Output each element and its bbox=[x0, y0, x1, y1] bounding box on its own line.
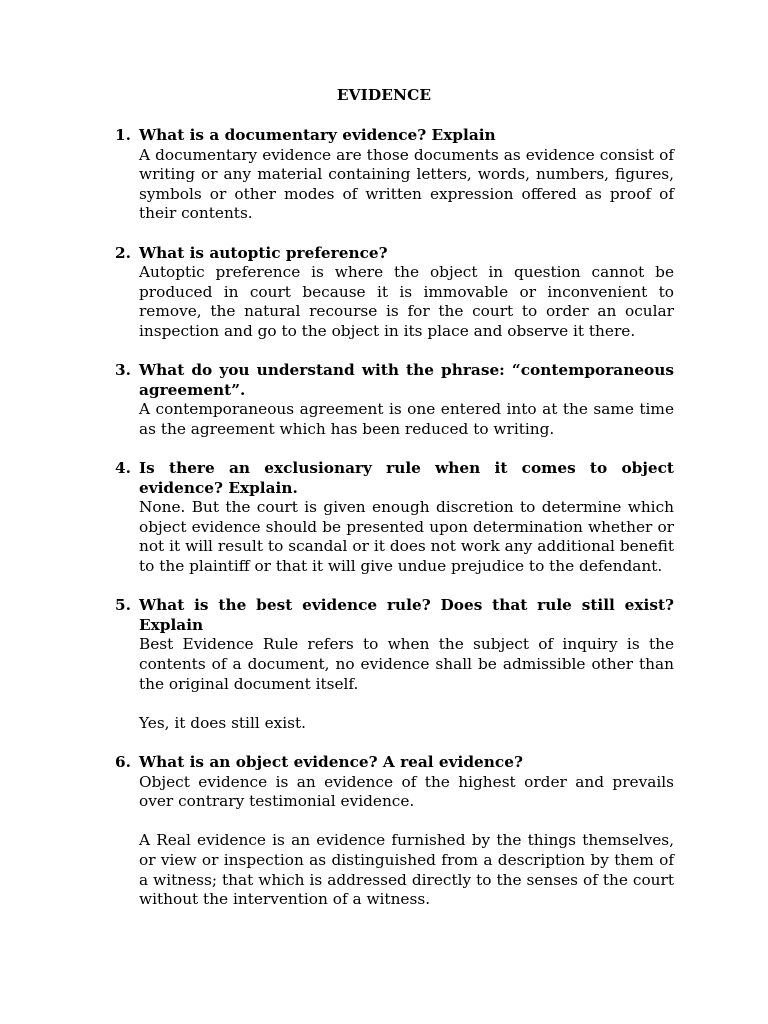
question-number: 4. bbox=[115, 459, 131, 478]
question-item-4 bbox=[115, 459, 674, 577]
question-item-5 bbox=[115, 596, 674, 733]
answer-paragraph: Best Evidence Rule refers to when the subject of inquiry is the contents of a document, no evidence shall be admissible other than the original document itself. bbox=[139, 635, 674, 693]
question-text: What is the best evidence rule? Does that rule still exist? Explain bbox=[139, 596, 674, 634]
question-number: 1. bbox=[115, 126, 131, 144]
question-number: 5. bbox=[115, 596, 131, 615]
question-text: What is autoptic preference? bbox=[139, 243, 388, 262]
answer-paragraph: Object evidence is an evidence of the highest order and prevails over contrary testimonial evidence. bbox=[139, 772, 674, 811]
document-title: EVIDENCE bbox=[336, 86, 432, 104]
question-text: What do you understand with the phrase: “contemporaneous agreement”. bbox=[139, 361, 674, 399]
question-text: Is there an exclusionary rule when it comes to object evidence? Explain. bbox=[139, 459, 674, 497]
question-item-6 bbox=[115, 753, 674, 910]
question-item-1 bbox=[115, 126, 674, 224]
question-text: What is a documentary evidence? Explain bbox=[139, 126, 496, 144]
question-list bbox=[115, 126, 674, 929]
question-number: 2. bbox=[115, 243, 131, 262]
question-text: What is an object evidence? A real evidence? bbox=[139, 753, 523, 771]
answer-paragraph: None. But the court is given enough discretion to determine which object evidence should be presented upon determination whether or not it will result to scandal or it does not work any additional benefit to the plaintiff or that it will give undue prejudice to the defendant. bbox=[139, 498, 674, 576]
question-item-3 bbox=[115, 361, 674, 439]
question-number: 3. bbox=[115, 361, 131, 380]
question-number: 6. bbox=[115, 753, 131, 771]
answer-paragraph: Yes, it does still exist. bbox=[139, 713, 307, 732]
answer-paragraph: Autoptic preference is where the object in question cannot be produced in court because it is immovable or inconvenient to remove, the natural recourse is for the court to order an ocular inspection and go to the object in its place and observe it there. bbox=[139, 263, 674, 340]
answer-paragraph: A contemporaneous agreement is one entered into at the same time as the agreement which has been reduced to writing. bbox=[139, 400, 674, 438]
question-item-2 bbox=[115, 244, 674, 342]
answer-paragraph: A Real evidence is an evidence furnished by the things themselves, or view or inspection as distinguished from a description by them of a witness; that which is addressed directly to the senses of the court without the intervention of a witness. bbox=[139, 831, 674, 909]
answer-paragraph: A documentary evidence are those documents as evidence consist of writing or any material containing letters, words, numbers, figures, symbols or other modes of written expression offered as proof of their contents. bbox=[139, 145, 674, 223]
